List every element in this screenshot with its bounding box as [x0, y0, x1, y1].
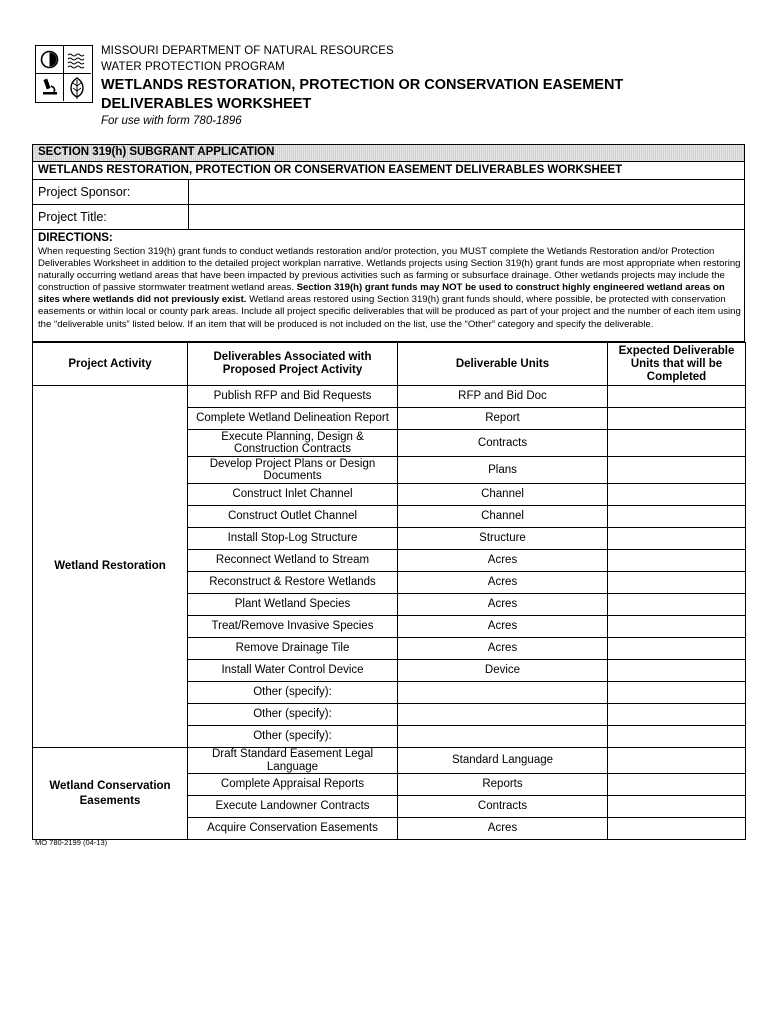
deliverable-cell: Install Water Control Device: [188, 660, 398, 682]
expected-units-input[interactable]: [608, 726, 746, 748]
expected-units-input[interactable]: [608, 594, 746, 616]
program-name: WATER PROTECTION PROGRAM: [101, 61, 285, 73]
form-title-line2: DELIVERABLES WORKSHEET: [101, 96, 312, 112]
dnr-logo: [35, 45, 93, 103]
directions-text: When requesting Section 319(h) grant funds to conduct wetlands restoration and/or protection, you MUST complete the Wetlands Restoration and/or Protection Deliverables Worksheet in addition to the detailed project workplan narrative. Wetlands projects using Section 319(h) grant funds are most appropriate when restoring naturally occurring wetland areas that have been impacted by previous activities such as farming or subsurface drainage. Other wetlands projects may include the construction of passive stormwater treatment wetland areas. Section 319(h) grant funds may NOT be used to construct highly engineered wetland areas on sites where wetlands did not previously exist. Wetland areas restored using Section 319(h) grant funds should, where possible, be protected with conservation easements or within local or county park areas. Include all project specific deliverables that will be produced as part of your project and the number of each item using the “deliverable units” listed below. If an item that will be produced is not included on the list, use the “Other” category and specify the deliverable.: [38, 246, 741, 330]
deliverable-unit-cell: RFP and Bid Doc: [398, 386, 608, 408]
expected-units-input[interactable]: [608, 386, 746, 408]
table-row: [33, 748, 746, 774]
deliverable-cell: Other (specify):: [188, 704, 398, 726]
table-header-row: [33, 343, 746, 386]
deliverable-cell: Develop Project Plans or Design Documents: [188, 457, 398, 484]
expected-units-input[interactable]: [608, 704, 746, 726]
deliverable-unit-cell: Report: [398, 408, 608, 430]
deliverable-cell: Plant Wetland Species: [188, 594, 398, 616]
deliverable-unit-cell: Acres: [398, 572, 608, 594]
deliverable-cell: Other (specify):: [188, 682, 398, 704]
project-sponsor-label: Project Sponsor:: [38, 185, 131, 199]
expected-units-input[interactable]: [608, 818, 746, 840]
section-heading: SECTION 319(h) SUBGRANT APPLICATION: [38, 146, 275, 158]
expected-units-input[interactable]: [608, 484, 746, 506]
header-deliverable-units: Deliverable Units: [398, 343, 608, 386]
expected-units-input[interactable]: [608, 638, 746, 660]
deliverable-unit-cell: Acres: [398, 616, 608, 638]
project-title-row: [32, 204, 745, 229]
expected-units-input[interactable]: [608, 682, 746, 704]
expected-units-input[interactable]: [608, 774, 746, 796]
deliverable-unit-cell: Channel: [398, 506, 608, 528]
deliverable-unit-cell: Standard Language: [398, 748, 608, 774]
project-sponsor-row: [32, 179, 745, 204]
deliverable-unit-cell: Acres: [398, 638, 608, 660]
deliverable-cell: Execute Planning, Design & Construction Contracts: [188, 430, 398, 457]
deliverable-cell: Draft Standard Easement Legal Language: [188, 748, 398, 774]
deliverable-unit-cell: Contracts: [398, 430, 608, 457]
form-subtitle: For use with form 780-1896: [101, 115, 242, 127]
expected-units-input[interactable]: [608, 506, 746, 528]
expected-units-input[interactable]: [608, 616, 746, 638]
project-activity-cell: Wetland Restoration: [33, 386, 188, 748]
header-project-activity: Project Activity: [33, 343, 188, 386]
deliverable-unit-cell: Acres: [398, 550, 608, 572]
project-sponsor-field[interactable]: [193, 184, 740, 201]
deliverable-cell: Remove Drainage Tile: [188, 638, 398, 660]
deliverable-cell: Construct Inlet Channel: [188, 484, 398, 506]
expected-units-input[interactable]: [608, 660, 746, 682]
project-activity-cell: Wetland Conservation Easements: [33, 748, 188, 840]
expected-units-input[interactable]: [608, 457, 746, 484]
deliverable-unit-cell: [398, 682, 608, 704]
project-title-label: Project Title:: [38, 210, 107, 224]
deliverable-unit-cell: Structure: [398, 528, 608, 550]
directions-heading: DIRECTIONS:: [38, 232, 113, 244]
form-number: MO 780-2199 (04-13): [35, 838, 108, 847]
deliverable-unit-cell: Channel: [398, 484, 608, 506]
sun-icon: [42, 52, 58, 68]
expected-units-input[interactable]: [608, 572, 746, 594]
deliverable-cell: Execute Landowner Contracts: [188, 796, 398, 818]
deliverable-cell: Publish RFP and Bid Requests: [188, 386, 398, 408]
deliverable-cell: Other (specify):: [188, 726, 398, 748]
agency-name: MISSOURI DEPARTMENT OF NATURAL RESOURCES: [101, 45, 394, 57]
deliverables-table: [32, 342, 746, 840]
worksheet-title: WETLANDS RESTORATION, PROTECTION OR CONSERVATION EASEMENT DELIVERABLES WORKSHEET: [38, 164, 623, 176]
directions-box: [32, 229, 745, 342]
header-expected-units: Expected Deliverable Units that will be Completed: [608, 343, 746, 386]
deliverable-cell: Complete Appraisal Reports: [188, 774, 398, 796]
form-title-line1: WETLANDS RESTORATION, PROTECTION OR CONSERVATION EASEMENT: [101, 77, 624, 93]
expected-units-input[interactable]: [608, 550, 746, 572]
deliverable-unit-cell: Contracts: [398, 796, 608, 818]
deliverable-unit-cell: [398, 726, 608, 748]
expected-units-input[interactable]: [608, 430, 746, 457]
deliverable-unit-cell: [398, 704, 608, 726]
deliverable-cell: Complete Wetland Delineation Report: [188, 408, 398, 430]
section-heading-bar: [32, 144, 745, 161]
deliverable-cell: Reconnect Wetland to Stream: [188, 550, 398, 572]
deliverable-cell: Treat/Remove Invasive Species: [188, 616, 398, 638]
deliverable-cell: Install Stop-Log Structure: [188, 528, 398, 550]
deliverable-unit-cell: Acres: [398, 594, 608, 616]
expected-units-input[interactable]: [608, 796, 746, 818]
expected-units-input[interactable]: [608, 408, 746, 430]
worksheet-title-row: [32, 161, 745, 179]
deliverable-cell: Construct Outlet Channel: [188, 506, 398, 528]
leaf-icon: [71, 78, 83, 99]
project-title-field[interactable]: [193, 209, 740, 226]
water-icon: [68, 54, 84, 68]
deliverable-unit-cell: Reports: [398, 774, 608, 796]
header-deliverables: Deliverables Associated with Proposed Project Activity: [188, 343, 398, 386]
expected-units-input[interactable]: [608, 748, 746, 774]
deliverable-unit-cell: Plans: [398, 457, 608, 484]
deliverable-cell: Acquire Conservation Easements: [188, 818, 398, 840]
deliverable-unit-cell: Acres: [398, 818, 608, 840]
expected-units-input[interactable]: [608, 528, 746, 550]
table-row: [33, 386, 746, 408]
deliverable-cell: Reconstruct & Restore Wetlands: [188, 572, 398, 594]
deliverable-unit-cell: Device: [398, 660, 608, 682]
microscope-icon: [43, 79, 57, 95]
